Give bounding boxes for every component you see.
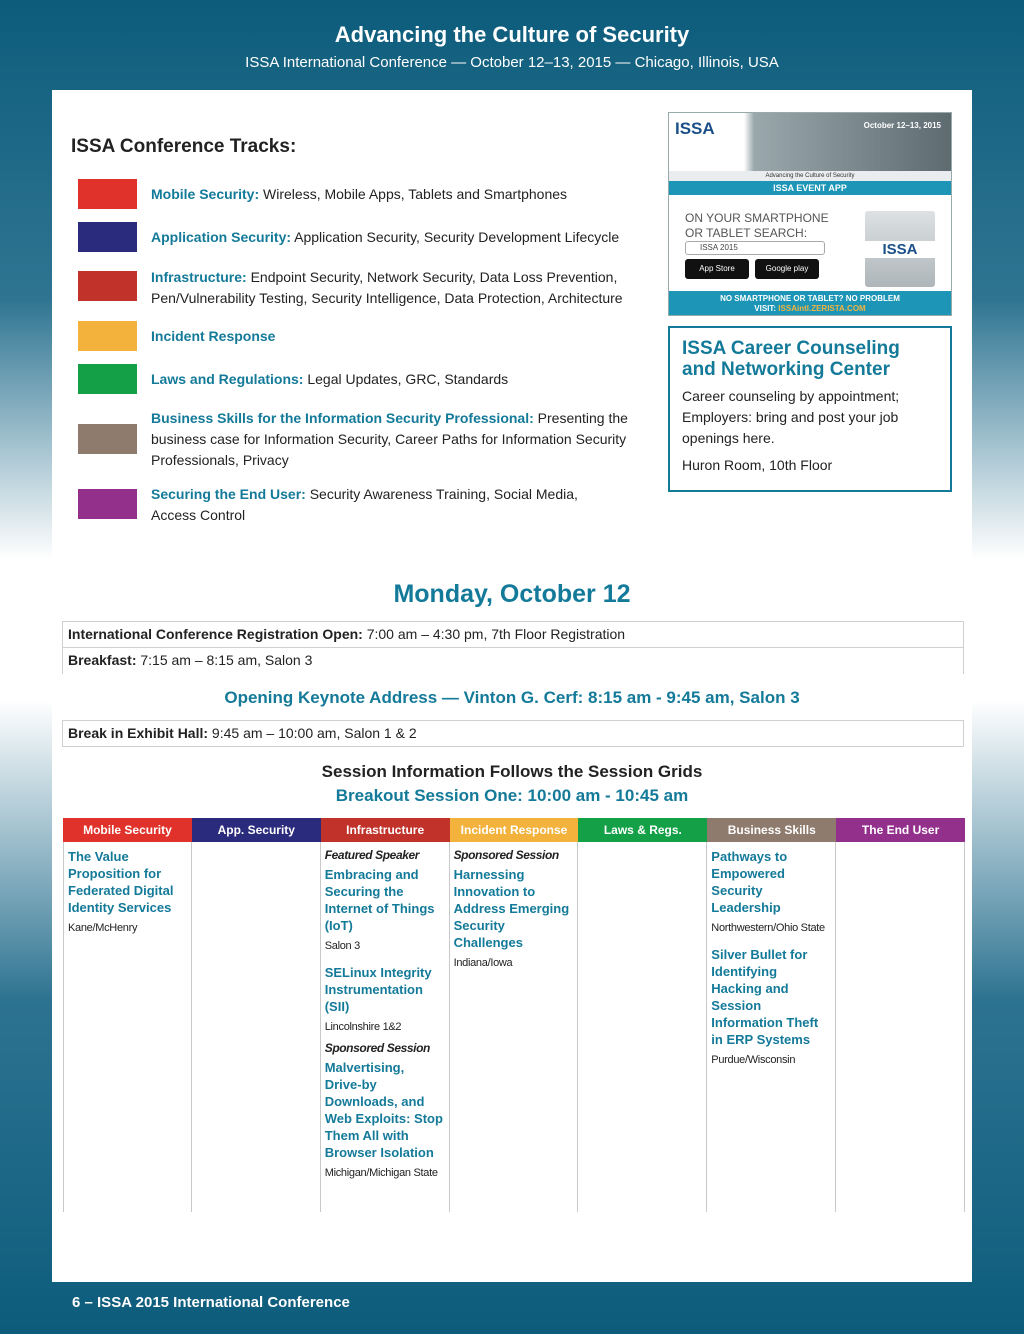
- break-label: Break in Exhibit Hall:: [68, 725, 209, 741]
- grid-header-infrastructure: Infrastructure: [321, 818, 450, 842]
- track-detail: Application Security, Security Development Lifecycle: [291, 229, 620, 245]
- grid-col-laws: [578, 842, 707, 1212]
- session-title[interactable]: Embracing and Securing the Internet of Things (IoT): [324, 867, 435, 933]
- track-color-swatch: [78, 321, 137, 351]
- tracks-heading: ISSA Conference Tracks:: [71, 136, 297, 157]
- grid-col-business: [707, 842, 836, 1212]
- ad-line: OR TABLET SEARCH:: [685, 226, 808, 240]
- ad-visit-link[interactable]: ISSAintl.ZERISTA.COM: [778, 304, 866, 313]
- session-title[interactable]: Pathways to Empowered Security Leadership: [711, 849, 788, 915]
- grid-header-end-user: The End User: [836, 818, 965, 842]
- session-room: Indiana/Iowa: [453, 957, 513, 969]
- track-detail: Legal Updates, GRC, Standards: [303, 371, 509, 387]
- track-description: [151, 227, 661, 248]
- event-app-ad[interactable]: [668, 112, 952, 316]
- track-color-swatch: [78, 424, 137, 454]
- grid-col-app: [192, 842, 321, 1212]
- page-header: [0, 0, 1024, 90]
- ad-line: ON YOUR SMARTPHONE: [685, 211, 829, 225]
- career-center-box: [668, 326, 952, 492]
- session-title[interactable]: SELinux Integrity Instrumentation (SII): [324, 965, 432, 1014]
- track-business-skills: [78, 406, 658, 472]
- ad-banner: [669, 113, 951, 171]
- break-row: [62, 720, 964, 747]
- track-name: Laws and Regulations:: [151, 371, 304, 387]
- ad-instructions: [685, 211, 829, 241]
- break-value: 9:45 am – 10:00 am, Salon 1 & 2: [208, 725, 417, 741]
- track-color-swatch: [78, 271, 137, 301]
- track-color-swatch: [78, 179, 137, 209]
- track-detail: Presenting the business case for Information Security, Career Paths for Information Security Professionals, Privacy: [151, 410, 628, 468]
- career-description: Career counseling by appointment; Employers: bring and post your job openings here.: [682, 388, 900, 446]
- track-application-security: [78, 221, 658, 253]
- content-panel: [52, 90, 972, 1282]
- session-title[interactable]: Silver Bullet for Identifying Hacking and Session Information Theft in ERP Systems: [711, 947, 819, 1047]
- track-detail: Wireless, Mobile Apps, Tablets and Smartphones: [259, 186, 568, 202]
- session-room: Lincolnshire 1&2: [324, 1021, 402, 1033]
- ad-heading: ISSA EVENT APP: [669, 181, 951, 195]
- session-room: Purdue/Wisconsin: [711, 1054, 796, 1066]
- registration-row: [62, 621, 964, 648]
- grid-note: Session Information Follows the Session Grids: [321, 762, 703, 781]
- track-infrastructure: [78, 270, 658, 314]
- breakout-heading: Breakout Session One: 10:00 am - 10:45 am: [335, 786, 689, 805]
- track-name: Incident Response: [151, 328, 276, 344]
- phone-image: [865, 211, 935, 287]
- track-name: Application Security:: [151, 229, 292, 245]
- career-title: ISSA Career Counseling and Networking Center: [682, 338, 900, 380]
- ad-visit-line: [669, 304, 951, 314]
- session-title[interactable]: Malvertising, Drive-by Downloads, and Web Exploits: Stop Them All with Browser Isolation: [324, 1060, 443, 1160]
- session-tag: Sponsored Session: [324, 1041, 430, 1055]
- page-subtitle: ISSA International Conference — October 12–13, 2015 — Chicago, Illinois, USA: [245, 54, 779, 71]
- session-title[interactable]: The Value Proposition for Federated Digital Identity Services: [68, 849, 174, 915]
- track-description: [151, 484, 611, 526]
- track-mobile-security: [78, 178, 658, 210]
- breakfast-row: [62, 647, 964, 674]
- career-location: Huron Room, 10th Floor: [682, 457, 833, 473]
- phone-logo: ISSA: [865, 241, 935, 258]
- app-store-badge[interactable]: App Store: [685, 259, 749, 279]
- session-tag: Featured Speaker: [324, 848, 420, 862]
- registration-label: International Conference Registration Open:: [68, 626, 363, 642]
- track-name: Mobile Security:: [151, 186, 260, 202]
- session-room: Salon 3: [324, 940, 360, 952]
- track-laws-regulations: [78, 363, 658, 395]
- track-description: [151, 408, 661, 471]
- issa-logo: ISSA: [675, 119, 715, 138]
- ad-footer-line: NO SMARTPHONE OR TABLET? NO PROBLEM: [720, 294, 900, 303]
- track-description: [151, 184, 661, 205]
- track-description: [151, 326, 661, 347]
- ad-body: [669, 195, 951, 301]
- grid-header-row: [63, 818, 965, 842]
- track-incident-response: [78, 320, 658, 352]
- page-title: Advancing the Culture of Security: [334, 22, 690, 47]
- grid-col-mobile: [63, 842, 192, 1212]
- track-description: [151, 369, 661, 390]
- track-color-swatch: [78, 222, 137, 252]
- track-color-swatch: [78, 489, 137, 519]
- track-end-user: [78, 482, 658, 526]
- session-room: Northwestern/Ohio State: [711, 922, 825, 934]
- ad-date: October 12–13, 2015: [863, 121, 941, 130]
- grid-col-infrastructure: [321, 842, 450, 1212]
- ad-tagline: Advancing the Culture of Security: [669, 171, 951, 181]
- track-description: [151, 267, 671, 309]
- grid-col-end-user: [836, 842, 965, 1212]
- ad-search-field: ISSA 2015: [685, 241, 825, 255]
- track-detail: Security Awareness Training, Social Media, Access Control: [151, 486, 578, 523]
- google-play-badge[interactable]: Google play: [755, 259, 819, 279]
- grid-col-incident: [450, 842, 579, 1212]
- ad-visit-prefix: VISIT:: [754, 304, 779, 313]
- grid-header-incident: Incident Response: [450, 818, 579, 842]
- track-color-swatch: [78, 364, 137, 394]
- grid-header-business: Business Skills: [707, 818, 836, 842]
- grid-header-app: App. Security: [192, 818, 321, 842]
- breakfast-label: Breakfast:: [68, 652, 137, 668]
- session-room: Michigan/Michigan State: [324, 1167, 438, 1179]
- session-title[interactable]: Harnessing Innovation to Address Emerging Security Challenges: [453, 867, 570, 950]
- day-title: Monday, October 12: [393, 580, 631, 608]
- keynote-heading: Opening Keynote Address — Vinton G. Cerf: 8:15 am - 9:45 am, Salon 3: [224, 688, 800, 707]
- track-name: Securing the End User:: [151, 486, 306, 502]
- grid-body: [63, 842, 965, 1212]
- session-tag: Sponsored Session: [453, 848, 559, 862]
- session-grid: [63, 818, 965, 1212]
- breakfast-value: 7:15 am – 8:15 am, Salon 3: [136, 652, 313, 668]
- track-name: Infrastructure:: [151, 269, 247, 285]
- track-name: Business Skills for the Information Security Professional:: [151, 410, 534, 426]
- grid-header-mobile: Mobile Security: [63, 818, 192, 842]
- session-room: Kane/McHenry: [68, 922, 138, 934]
- track-detail: Endpoint Security, Network Security, Data Loss Prevention, Pen/Vulnerability Testing, Security Intelligence, Data Protection, Architecture: [151, 269, 623, 306]
- grid-header-laws: Laws & Regs.: [578, 818, 707, 842]
- page-footer: 6 – ISSA 2015 International Conference: [72, 1294, 350, 1311]
- ad-footer: [669, 291, 951, 315]
- registration-value: 7:00 am – 4:30 pm, 7th Floor Registration: [362, 626, 626, 642]
